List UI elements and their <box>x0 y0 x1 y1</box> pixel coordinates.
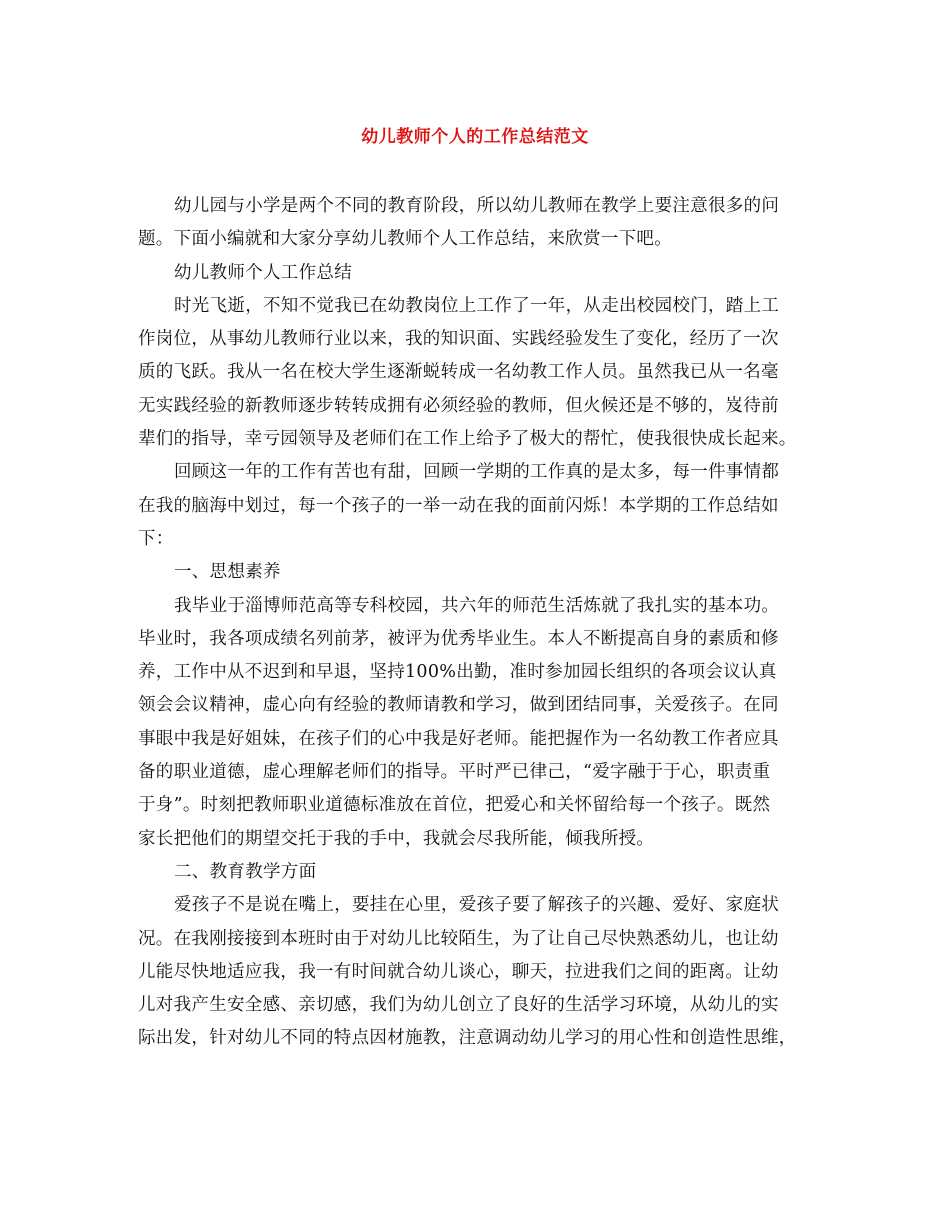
body-line: 我毕业于淄博师范高等专科校园，共六年的师范生活炼就了我扎实的基本功。 <box>174 595 780 616</box>
body-line: 题。下面小编就和大家分享幼儿教师个人工作总结，来欣赏一下吧。 <box>138 229 672 250</box>
document-title: 幼儿教师个人的工作总结范文 <box>361 127 589 147</box>
body-line: 养，工作中从不迟到和早退，坚持100%出勤，准时参加园长组织的各项会议认真 <box>138 662 777 683</box>
body-line: 于身”。时刻把教师职业道德标准放在首位，把爱心和关怀留给每一个孩子。既然 <box>138 795 771 816</box>
body-line: 在我的脑海中划过，每一个孩子的一举一动在我的面前闪烁！本学期的工作总结如 <box>138 495 779 516</box>
body-line: 儿对我产生安全感、亲切感，我们为幼儿创立了良好的生活学习环境，从幼儿的实 <box>138 995 779 1016</box>
body-line: 幼儿教师个人工作总结 <box>174 262 352 283</box>
body-line: 毕业时，我各项成绩名列前茅，被评为优秀毕业生。本人不断提高自身的素质和修 <box>138 628 779 649</box>
body-line: 爱孩子不是说在嘴上，要挂在心里，爱孩子要了解孩子的兴趣、爱好、家庭状 <box>174 895 780 916</box>
document-body <box>138 190 820 1056</box>
body-line: 回顾这一年的工作有苦也有甜，回顾一学期的工作真的是太多，每一件事情都 <box>174 462 780 483</box>
body-line: 时光飞逝，不知不觉我已在幼教岗位上工作了一年，从走出校园校门，踏上工 <box>174 295 780 316</box>
body-line: 备的职业道德，虚心理解老师们的指导。平时严已律己，“爱字融于于心，职责重 <box>138 762 771 783</box>
body-line: 事眼中我是好姐妹，在孩子们的心中我是好老师。能把握作为一名幼教工作者应具 <box>138 728 779 749</box>
body-line: 二、教育教学方面 <box>174 861 317 882</box>
body-line: 一、思想素养 <box>174 562 281 583</box>
body-line: 作岗位，从事幼儿教师行业以来，我的知识面、实践经验发生了变化，经历了一次 <box>138 329 779 350</box>
body-line: 儿能尽快地适应我，我一有时间就合幼儿谈心，聊天，拉进我们之间的距离。让幼 <box>138 961 779 982</box>
body-line: 家长把他们的期望交托于我的手中，我就会尽我所能，倾我所授。 <box>138 828 655 849</box>
body-line: 下： <box>138 528 174 549</box>
body-line: 况。在我刚接接到本班时由于对幼儿比较陌生，为了让自己尽快熟悉幼儿，也让幼 <box>138 928 779 949</box>
body-line: 幼儿园与小学是两个不同的教育阶段，所以幼儿教师在教学上要注意很多的问 <box>174 196 780 216</box>
body-line: 质的飞跃。我从一名在校大学生逐渐蜕转成一名幼教工作人员。虽然我已从一名毫 <box>138 362 779 383</box>
body-line: 辈们的指导，幸亏园领导及老师们在工作上给予了极大的帮忙，使我很快成长起来。 <box>138 429 797 450</box>
body-line: 无实践经验的新教师逐步转转成拥有必须经验的教师，但火候还是不够的，岌待前 <box>138 395 779 416</box>
body-line: 领会会议精神，虚心向有经验的教师请教和学习，做到团结同事，关爱孩子。在同 <box>138 695 779 716</box>
body-line: 际出发，针对幼儿不同的特点因材施教，注意调动幼儿学习的用心性和创造性思维， <box>138 1028 797 1049</box>
